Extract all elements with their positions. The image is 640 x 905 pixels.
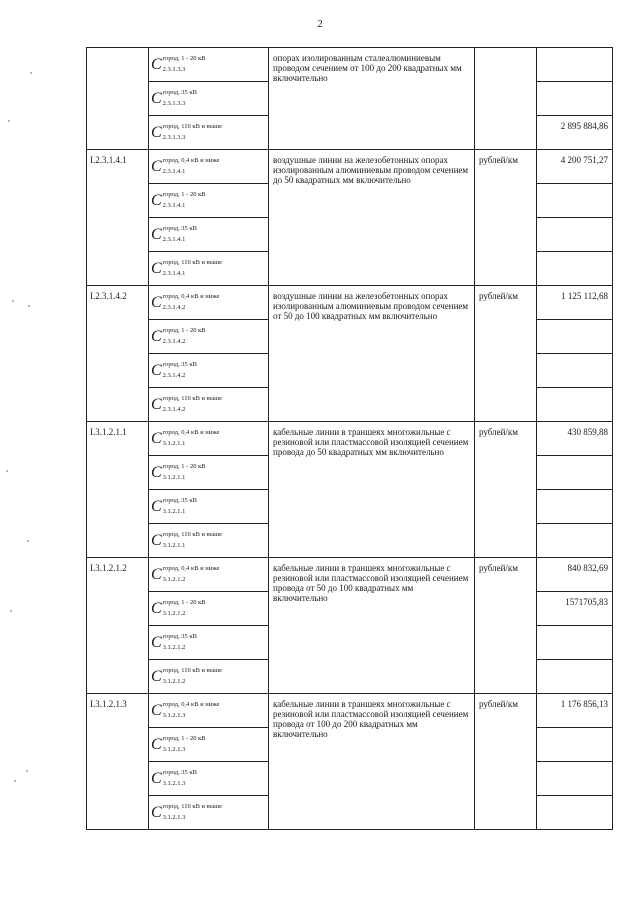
rate-formula [149, 286, 269, 320]
rate-value: 4 200 751,27 [537, 150, 613, 184]
voltage-class: город, 110 кВ и выше [162, 530, 222, 538]
rate-formula [149, 48, 269, 82]
formula [151, 428, 266, 447]
rate-formula [149, 524, 269, 558]
rate-value [537, 48, 613, 82]
voltage-class: город, 1 - 20 кВ [162, 734, 206, 742]
rate-index: 3.1.2.1.1 [162, 473, 186, 481]
item-code: I.2.3.1.4.1 [87, 150, 149, 286]
line-description: опорах изолированным сталеалюминиевым проводом сечением от 100 до 200 квадратных мм включительно [269, 48, 475, 150]
rate-index: 3.1.2.1.3 [162, 779, 186, 787]
rate-formula [149, 490, 269, 524]
rate-symbol: C [151, 293, 162, 311]
rate-symbol: C [151, 89, 162, 107]
rate-value [537, 762, 613, 796]
unit-of-measure: рублей/км [475, 558, 537, 694]
formula [151, 156, 266, 175]
rate-symbol: C [151, 157, 162, 175]
rate-index: 2.3.1.4.2 [162, 405, 186, 413]
voltage-class: город, 1 - 20 кВ [162, 54, 206, 62]
rate-value [537, 252, 613, 286]
rate-symbol: C [151, 225, 162, 243]
rate-index: 3.1.2.1.1 [162, 439, 186, 447]
formula [151, 700, 266, 719]
voltage-class: город, 0,4 кВ и ниже [162, 564, 220, 572]
rate-value [537, 626, 613, 660]
rate-index: 3.1.2.1.1 [162, 507, 186, 515]
rate-formula [149, 252, 269, 286]
rate-value: 1 176 856,13 [537, 694, 613, 728]
formula [151, 326, 266, 345]
rate-formula [149, 456, 269, 490]
rate-formula [149, 184, 269, 218]
rate-index: 2.3.1.4.1 [162, 235, 186, 243]
voltage-class: город, 0,4 кВ и ниже [162, 156, 220, 164]
table-row [87, 150, 613, 184]
voltage-class: город, 1 - 20 кВ [162, 598, 206, 606]
rate-index: 2.3.1.3.3 [162, 65, 186, 73]
rate-symbol: C [151, 769, 162, 787]
table-row [87, 558, 613, 592]
rate-value: 1571705,83 [537, 592, 613, 626]
formula [151, 462, 266, 481]
unit-of-measure: рублей/км [475, 694, 537, 830]
voltage-class: город, 0,4 кВ и ниже [162, 700, 220, 708]
tariff-table [86, 47, 613, 830]
rate-index: 2.3.1.3.3 [162, 99, 186, 107]
voltage-class: город, 110 кВ и выше [162, 802, 222, 810]
line-description: кабельные линии в траншеях многожильные с резиновой или пластмассовой изоляцией сечением провода до 50 квадратных мм включительно [269, 422, 475, 558]
rate-symbol: C [151, 803, 162, 821]
table-row [87, 286, 613, 320]
unit-of-measure: рублей/км [475, 150, 537, 286]
formula [151, 190, 266, 209]
rate-value [537, 660, 613, 694]
formula [151, 734, 266, 753]
rate-formula [149, 694, 269, 728]
rate-formula [149, 388, 269, 422]
rate-symbol: C [151, 599, 162, 617]
rate-index: 3.1.2.1.1 [162, 541, 186, 549]
voltage-class: город, 0,4 кВ и ниже [162, 292, 220, 300]
rate-symbol: C [151, 531, 162, 549]
rate-index: 3.1.2.1.2 [162, 575, 186, 583]
rate-symbol: C [151, 327, 162, 345]
voltage-class: город, 110 кВ и выше [162, 394, 222, 402]
formula [151, 88, 266, 107]
rate-index: 3.1.2.1.2 [162, 677, 186, 685]
rate-index: 3.1.2.1.3 [162, 711, 186, 719]
rate-value [537, 184, 613, 218]
rate-symbol: C [151, 361, 162, 379]
rate-index: 2.3.1.4.2 [162, 303, 186, 311]
voltage-class: город, 35 кВ [162, 224, 197, 232]
voltage-class: город, 110 кВ и выше [162, 666, 222, 674]
table-row [87, 422, 613, 456]
rate-index: 3.1.2.1.3 [162, 813, 186, 821]
rate-value [537, 796, 613, 830]
rate-symbol: C [151, 259, 162, 277]
rate-value: 430 859,88 [537, 422, 613, 456]
formula [151, 768, 266, 787]
rate-value: 840 832,69 [537, 558, 613, 592]
rate-value [537, 728, 613, 762]
voltage-class: город, 35 кВ [162, 88, 197, 96]
formula [151, 224, 266, 243]
rate-value: 1 125 112,68 [537, 286, 613, 320]
rate-value [537, 82, 613, 116]
rate-index: 3.1.2.1.2 [162, 609, 186, 617]
formula [151, 666, 266, 685]
formula [151, 292, 266, 311]
line-description: воздушные линии на железобетонных опорах изолированным алюминиевым проводом сечением от 50 до 100 квадратных мм включительно [269, 286, 475, 422]
rate-value [537, 456, 613, 490]
formula [151, 632, 266, 651]
rate-formula [149, 558, 269, 592]
voltage-class: город, 35 кВ [162, 768, 197, 776]
rate-formula [149, 218, 269, 252]
rate-formula [149, 150, 269, 184]
rate-index: 2.3.1.4.2 [162, 371, 186, 379]
voltage-class: город, 110 кВ и выше [162, 258, 222, 266]
voltage-class: город, 35 кВ [162, 360, 197, 368]
formula [151, 598, 266, 617]
formula [151, 496, 266, 515]
rate-symbol: C [151, 191, 162, 209]
table-row [87, 48, 613, 82]
page-number: 2 [317, 18, 323, 30]
voltage-class: город, 1 - 20 кВ [162, 190, 206, 198]
rate-index: 2.3.1.4.1 [162, 167, 186, 175]
formula [151, 122, 266, 141]
rate-value [537, 388, 613, 422]
rate-formula [149, 626, 269, 660]
rate-symbol: C [151, 497, 162, 515]
rate-formula [149, 354, 269, 388]
rate-formula [149, 796, 269, 830]
rate-symbol: C [151, 565, 162, 583]
unit-of-measure: рублей/км [475, 286, 537, 422]
rate-symbol: C [151, 667, 162, 685]
item-code: I.2.3.1.4.2 [87, 286, 149, 422]
rate-formula [149, 728, 269, 762]
rate-value: 2 895 884,86 [537, 116, 613, 150]
item-code [87, 48, 149, 150]
rate-value [537, 524, 613, 558]
rate-symbol: C [151, 463, 162, 481]
table-row [87, 694, 613, 728]
voltage-class: город, 35 кВ [162, 496, 197, 504]
rate-formula [149, 422, 269, 456]
rate-index: 3.1.2.1.2 [162, 643, 186, 651]
formula [151, 564, 266, 583]
line-description: кабельные линии в траншеях многожильные с резиновой или пластмассовой изоляцией сечением провода от 100 до 200 квадратных мм включительно [269, 694, 475, 830]
voltage-class: город, 0,4 кВ и ниже [162, 428, 220, 436]
rate-value [537, 354, 613, 388]
rate-index: 2.3.1.3.3 [162, 133, 186, 141]
formula [151, 360, 266, 379]
rate-symbol: C [151, 429, 162, 447]
rate-index: 2.3.1.4.1 [162, 201, 186, 209]
item-code: I.3.1.2.1.1 [87, 422, 149, 558]
formula [151, 394, 266, 413]
formula [151, 258, 266, 277]
formula [151, 54, 266, 73]
rate-symbol: C [151, 701, 162, 719]
rate-symbol: C [151, 395, 162, 413]
rate-formula [149, 116, 269, 150]
rate-index: 2.3.1.4.1 [162, 269, 186, 277]
rate-formula [149, 660, 269, 694]
rate-symbol: C [151, 735, 162, 753]
voltage-class: город, 35 кВ [162, 632, 197, 640]
rate-formula [149, 82, 269, 116]
item-code: I.3.1.2.1.3 [87, 694, 149, 830]
formula [151, 802, 266, 821]
rate-symbol: C [151, 123, 162, 141]
rate-index: 3.1.2.1.3 [162, 745, 186, 753]
rate-symbol: C [151, 55, 162, 73]
rate-value [537, 320, 613, 354]
line-description: воздушные линии на железобетонных опорах изолированным алюминиевым проводом сечением до 50 квадратных мм включительно [269, 150, 475, 286]
line-description: кабельные линии в траншеях многожильные с резиновой или пластмассовой изоляцией сечением провода от 50 до 100 квадратных мм включительно [269, 558, 475, 694]
rate-formula [149, 320, 269, 354]
voltage-class: город, 1 - 20 кВ [162, 326, 206, 334]
item-code: I.3.1.2.1.2 [87, 558, 149, 694]
rate-symbol: C [151, 633, 162, 651]
rate-index: 2.3.1.4.2 [162, 337, 186, 345]
unit-of-measure: рублей/км [475, 422, 537, 558]
voltage-class: город, 110 кВ и выше [162, 122, 222, 130]
rate-formula [149, 592, 269, 626]
unit-of-measure [475, 48, 537, 150]
rate-formula [149, 762, 269, 796]
voltage-class: город, 1 - 20 кВ [162, 462, 206, 470]
rate-value [537, 490, 613, 524]
formula [151, 530, 266, 549]
rate-value [537, 218, 613, 252]
